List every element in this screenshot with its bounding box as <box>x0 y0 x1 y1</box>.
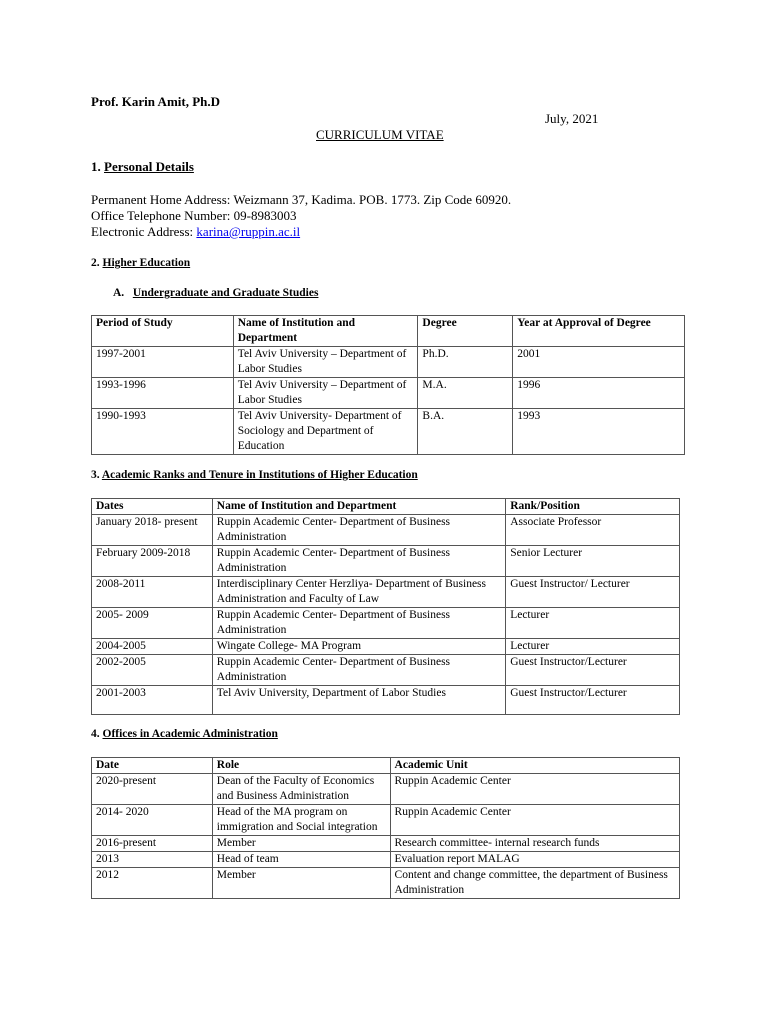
electronic-address <box>91 224 300 240</box>
table-cell: Guest Instructor/Lecturer <box>506 655 680 686</box>
table-row <box>92 515 680 546</box>
table-cell: Guest Instructor/Lecturer <box>506 686 680 715</box>
table-cell: 2013 <box>92 852 213 868</box>
table-cell: Tel Aviv University, Department of Labor Studies <box>212 686 505 715</box>
table-cell: Ph.D. <box>418 347 513 378</box>
table-cell: 2008-2011 <box>92 577 213 608</box>
table-header-row <box>92 499 680 515</box>
section-number: 1. <box>91 159 101 174</box>
table-row <box>92 409 685 455</box>
cv-author-name: Prof. Karin Amit, Ph.D <box>91 94 221 109</box>
table-cell: Associate Professor <box>506 515 680 546</box>
email-link[interactable]: karina@ruppin.ac.il <box>196 224 301 239</box>
ranks-table <box>91 498 680 715</box>
table-cell: Content and change committee, the department of Business Administration <box>390 868 679 899</box>
table-row <box>92 805 680 836</box>
table-row <box>92 868 680 899</box>
column-header: Rank/Position <box>506 499 680 515</box>
table-cell: 2016-present <box>92 836 213 852</box>
table-cell: February 2009-2018 <box>92 546 213 577</box>
table-cell: 2004-2005 <box>92 639 213 655</box>
table-cell: January 2018- present <box>92 515 213 546</box>
section-title: Higher Education <box>102 257 191 269</box>
table-cell: Ruppin Academic Center- Department of Business Administration <box>212 546 505 577</box>
column-header: Role <box>212 758 390 774</box>
table-row <box>92 608 680 639</box>
table-cell: 2001 <box>513 347 685 378</box>
table-row <box>92 686 680 715</box>
table-row <box>92 378 685 409</box>
table-cell: Tel Aviv University- Department of Sociology and Department of Education <box>233 409 418 455</box>
sub-title: Undergraduate and Graduate Studies <box>132 287 319 299</box>
column-header: Date <box>92 758 213 774</box>
table-row <box>92 546 680 577</box>
column-header: Name of Institution and Department <box>233 316 418 347</box>
table-cell: Ruppin Academic Center <box>390 774 679 805</box>
table-cell: M.A. <box>418 378 513 409</box>
table-row <box>92 852 680 868</box>
table-cell: Head of team <box>212 852 390 868</box>
table-cell: B.A. <box>418 409 513 455</box>
sub-letter: A. <box>113 287 125 299</box>
table-header-row <box>92 316 685 347</box>
education-table <box>91 315 685 455</box>
table-cell: Tel Aviv University – Department of Labor Studies <box>233 378 418 409</box>
table-cell: Ruppin Academic Center- Department of Business Administration <box>212 608 505 639</box>
office-phone: Office Telephone Number: 09-8983003 <box>91 208 297 223</box>
table-cell: Guest Instructor/ Lecturer <box>506 577 680 608</box>
table-cell: 1996 <box>513 378 685 409</box>
table-cell: Lecturer <box>506 639 680 655</box>
column-header: Year at Approval of Degree <box>513 316 685 347</box>
section-title: Academic Ranks and Tenure in Institutions of Higher Education <box>101 469 418 481</box>
cv-title: CURRICULUM VITAE <box>316 127 444 142</box>
education-subheading <box>113 287 318 299</box>
table-cell: 1993-1996 <box>92 378 234 409</box>
table-cell: 1997-2001 <box>92 347 234 378</box>
table-row <box>92 639 680 655</box>
section-offices-heading <box>91 728 278 740</box>
section-education-heading <box>91 257 190 269</box>
table-cell: Wingate College- MA Program <box>212 639 505 655</box>
table-cell: Member <box>212 836 390 852</box>
column-header: Degree <box>418 316 513 347</box>
table-row <box>92 774 680 805</box>
table-cell: 2014- 2020 <box>92 805 213 836</box>
column-header: Academic Unit <box>390 758 679 774</box>
table-cell: 1993 <box>513 409 685 455</box>
section-number: 3. <box>91 469 100 481</box>
table-row <box>92 347 685 378</box>
column-header: Name of Institution and Department <box>212 499 505 515</box>
table-cell: Interdisciplinary Center Herzliya- Department of Business Administration and Faculty of Law <box>212 577 505 608</box>
table-cell: 2012 <box>92 868 213 899</box>
section-number: 2. <box>91 257 100 269</box>
table-cell: Research committee- internal research funds <box>390 836 679 852</box>
home-address: Permanent Home Address: Weizmann 37, Kadima. POB. 1773. Zip Code 60920. <box>91 192 512 207</box>
table-cell: 2001-2003 <box>92 686 213 715</box>
table-cell: Head of the MA program on immigration and Social integration <box>212 805 390 836</box>
table-cell: 1990-1993 <box>92 409 234 455</box>
table-cell: Dean of the Faculty of Economics and Business Administration <box>212 774 390 805</box>
table-cell: Ruppin Academic Center <box>390 805 679 836</box>
table-header-row <box>92 758 680 774</box>
column-header: Dates <box>92 499 213 515</box>
table-cell: Ruppin Academic Center- Department of Business Administration <box>212 655 505 686</box>
cv-date: July, 2021 <box>545 111 599 126</box>
email-label: Electronic Address: <box>91 224 197 239</box>
table-row <box>92 836 680 852</box>
table-cell: Evaluation report MALAG <box>390 852 679 868</box>
table-cell: Ruppin Academic Center- Department of Business Administration <box>212 515 505 546</box>
table-cell: 2020-present <box>92 774 213 805</box>
section-number: 4. <box>91 728 100 740</box>
table-row <box>92 655 680 686</box>
table-cell: 2005- 2009 <box>92 608 213 639</box>
section-title: Personal Details <box>104 159 194 174</box>
table-cell: Senior Lecturer <box>506 546 680 577</box>
section-personal-heading <box>91 159 194 175</box>
table-cell: 2002-2005 <box>92 655 213 686</box>
section-title: Offices in Academic Administration <box>102 728 278 740</box>
section-ranks-heading <box>91 469 418 481</box>
table-row <box>92 577 680 608</box>
offices-table <box>91 757 680 899</box>
table-cell: Member <box>212 868 390 899</box>
column-header: Period of Study <box>92 316 234 347</box>
table-cell: Tel Aviv University – Department of Labor Studies <box>233 347 418 378</box>
table-cell: Lecturer <box>506 608 680 639</box>
